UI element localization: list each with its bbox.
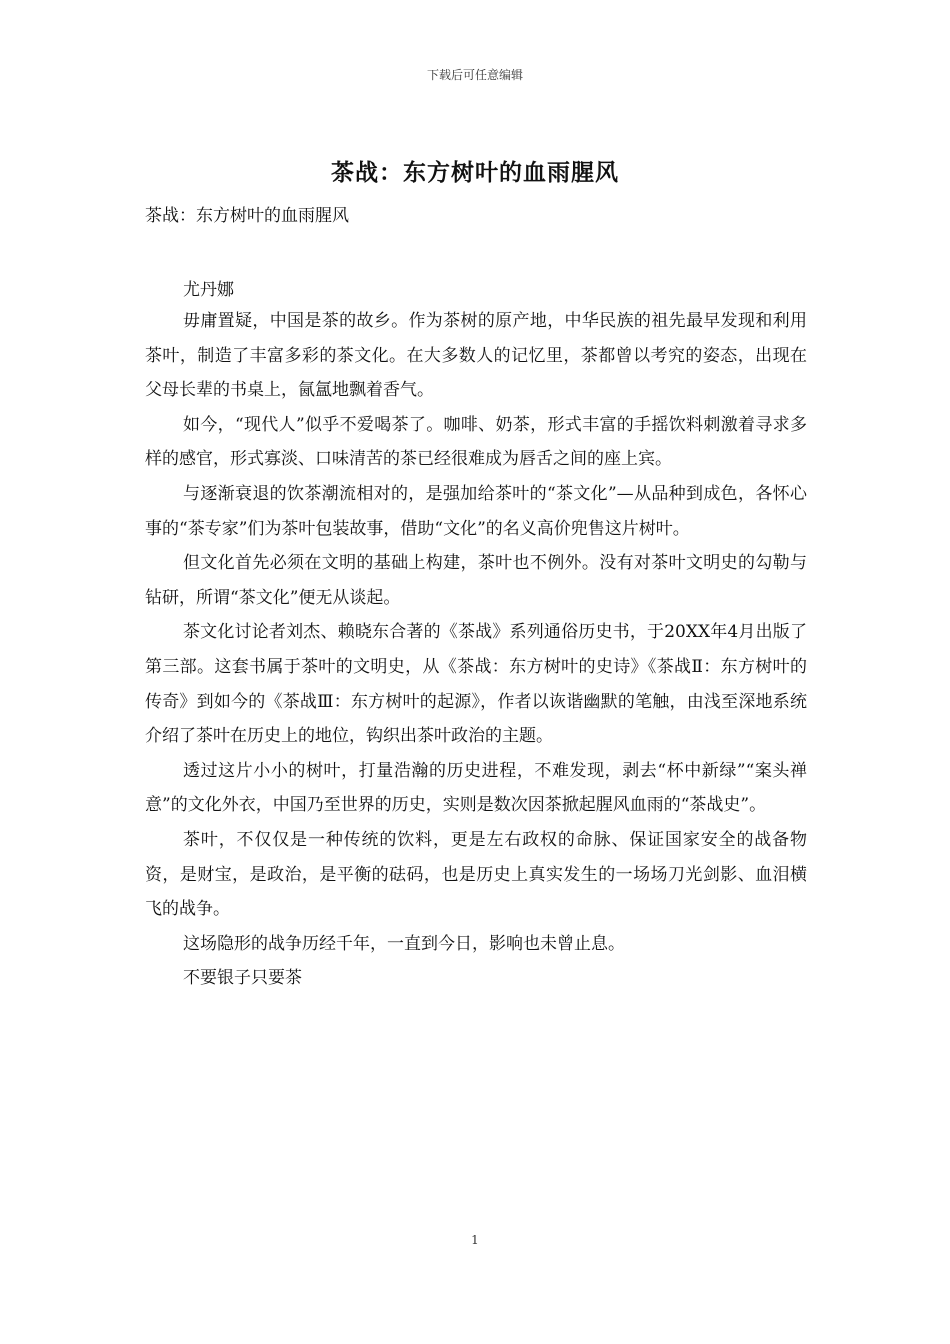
paragraph: 透过这片小小的树叶，打量浩瀚的历史进程，不难发现，剥去“杯中新绿”“案头禅意”的文化外衣，中国乃至世界的历史，实则是数次因茶掀起腥风血雨的“茶战史”。 <box>145 760 807 816</box>
page-number: 1 <box>471 1233 479 1247</box>
document-subtitle: 茶战：东方树叶的血雨腥风 <box>145 206 349 226</box>
paragraph: 与逐渐衰退的饮茶潮流相对的，是强加给茶叶的“茶文化”—从品种到成色，各怀心事的“茶专家”们为茶叶包装故事，借助“文化”的名义高价兜售这片树叶。 <box>145 483 807 539</box>
document-title: 茶战：东方树叶的血雨腥风 <box>331 159 619 186</box>
author-name: 尤丹娜 <box>183 280 234 300</box>
section-heading: 不要银子只要茶 <box>183 968 302 989</box>
paragraph: 但文化首先必须在文明的基础上构建，茶叶也不例外。没有对茶叶文明史的勾勒与钻研，所谓“茶文化”便无从谈起。 <box>145 553 807 608</box>
paragraph: 茶叶，不仅仅是一种传统的饮料，更是左右政权的命脉、保证国家安全的战备物资，是财宝，是政治，是平衡的砝码，也是历史上真实发生的一场场刀光剑影、血泪横飞的战争。 <box>145 829 807 920</box>
page-header: 下载后可任意编辑 <box>426 68 523 82</box>
paragraph: 如今，“现代人”似乎不爱喝茶了。咖啡、奶茶，形式丰富的手摇饮料刺激着寻求多样的感官，形式寡淡、口味清苦的茶已经很难成为唇舌之间的座上宾。 <box>145 414 807 470</box>
body-text <box>145 304 807 996</box>
paragraph: 毋庸置疑，中国是茶的故乡。作为茶树的原产地，中华民族的祖先最早发现和利用茶叶，制造了丰富多彩的茶文化。在大多数人的记忆里，茶都曾以考究的姿态，出现在父母长辈的书桌上，氤氲地飘着香气。 <box>145 311 807 401</box>
paragraph: 这场隐形的战争历经千年，一直到今日，影响也未曾止息。 <box>183 933 625 954</box>
paragraph: 茶文化讨论者刘杰、赖晓东合著的《茶战》系列通俗历史书，于20XX年4月出版了第三部。这套书属于茶叶的文明史，从《茶战：东方树叶的史诗》《茶战Ⅱ：东方树叶的传奇》到如今的《茶战Ⅲ：东方树叶的起源》，作者以诙谐幽默的笔触，由浅至深地系统介绍了茶叶在历史上的地位，钩织出茶叶政治的主题。 <box>145 622 807 747</box>
